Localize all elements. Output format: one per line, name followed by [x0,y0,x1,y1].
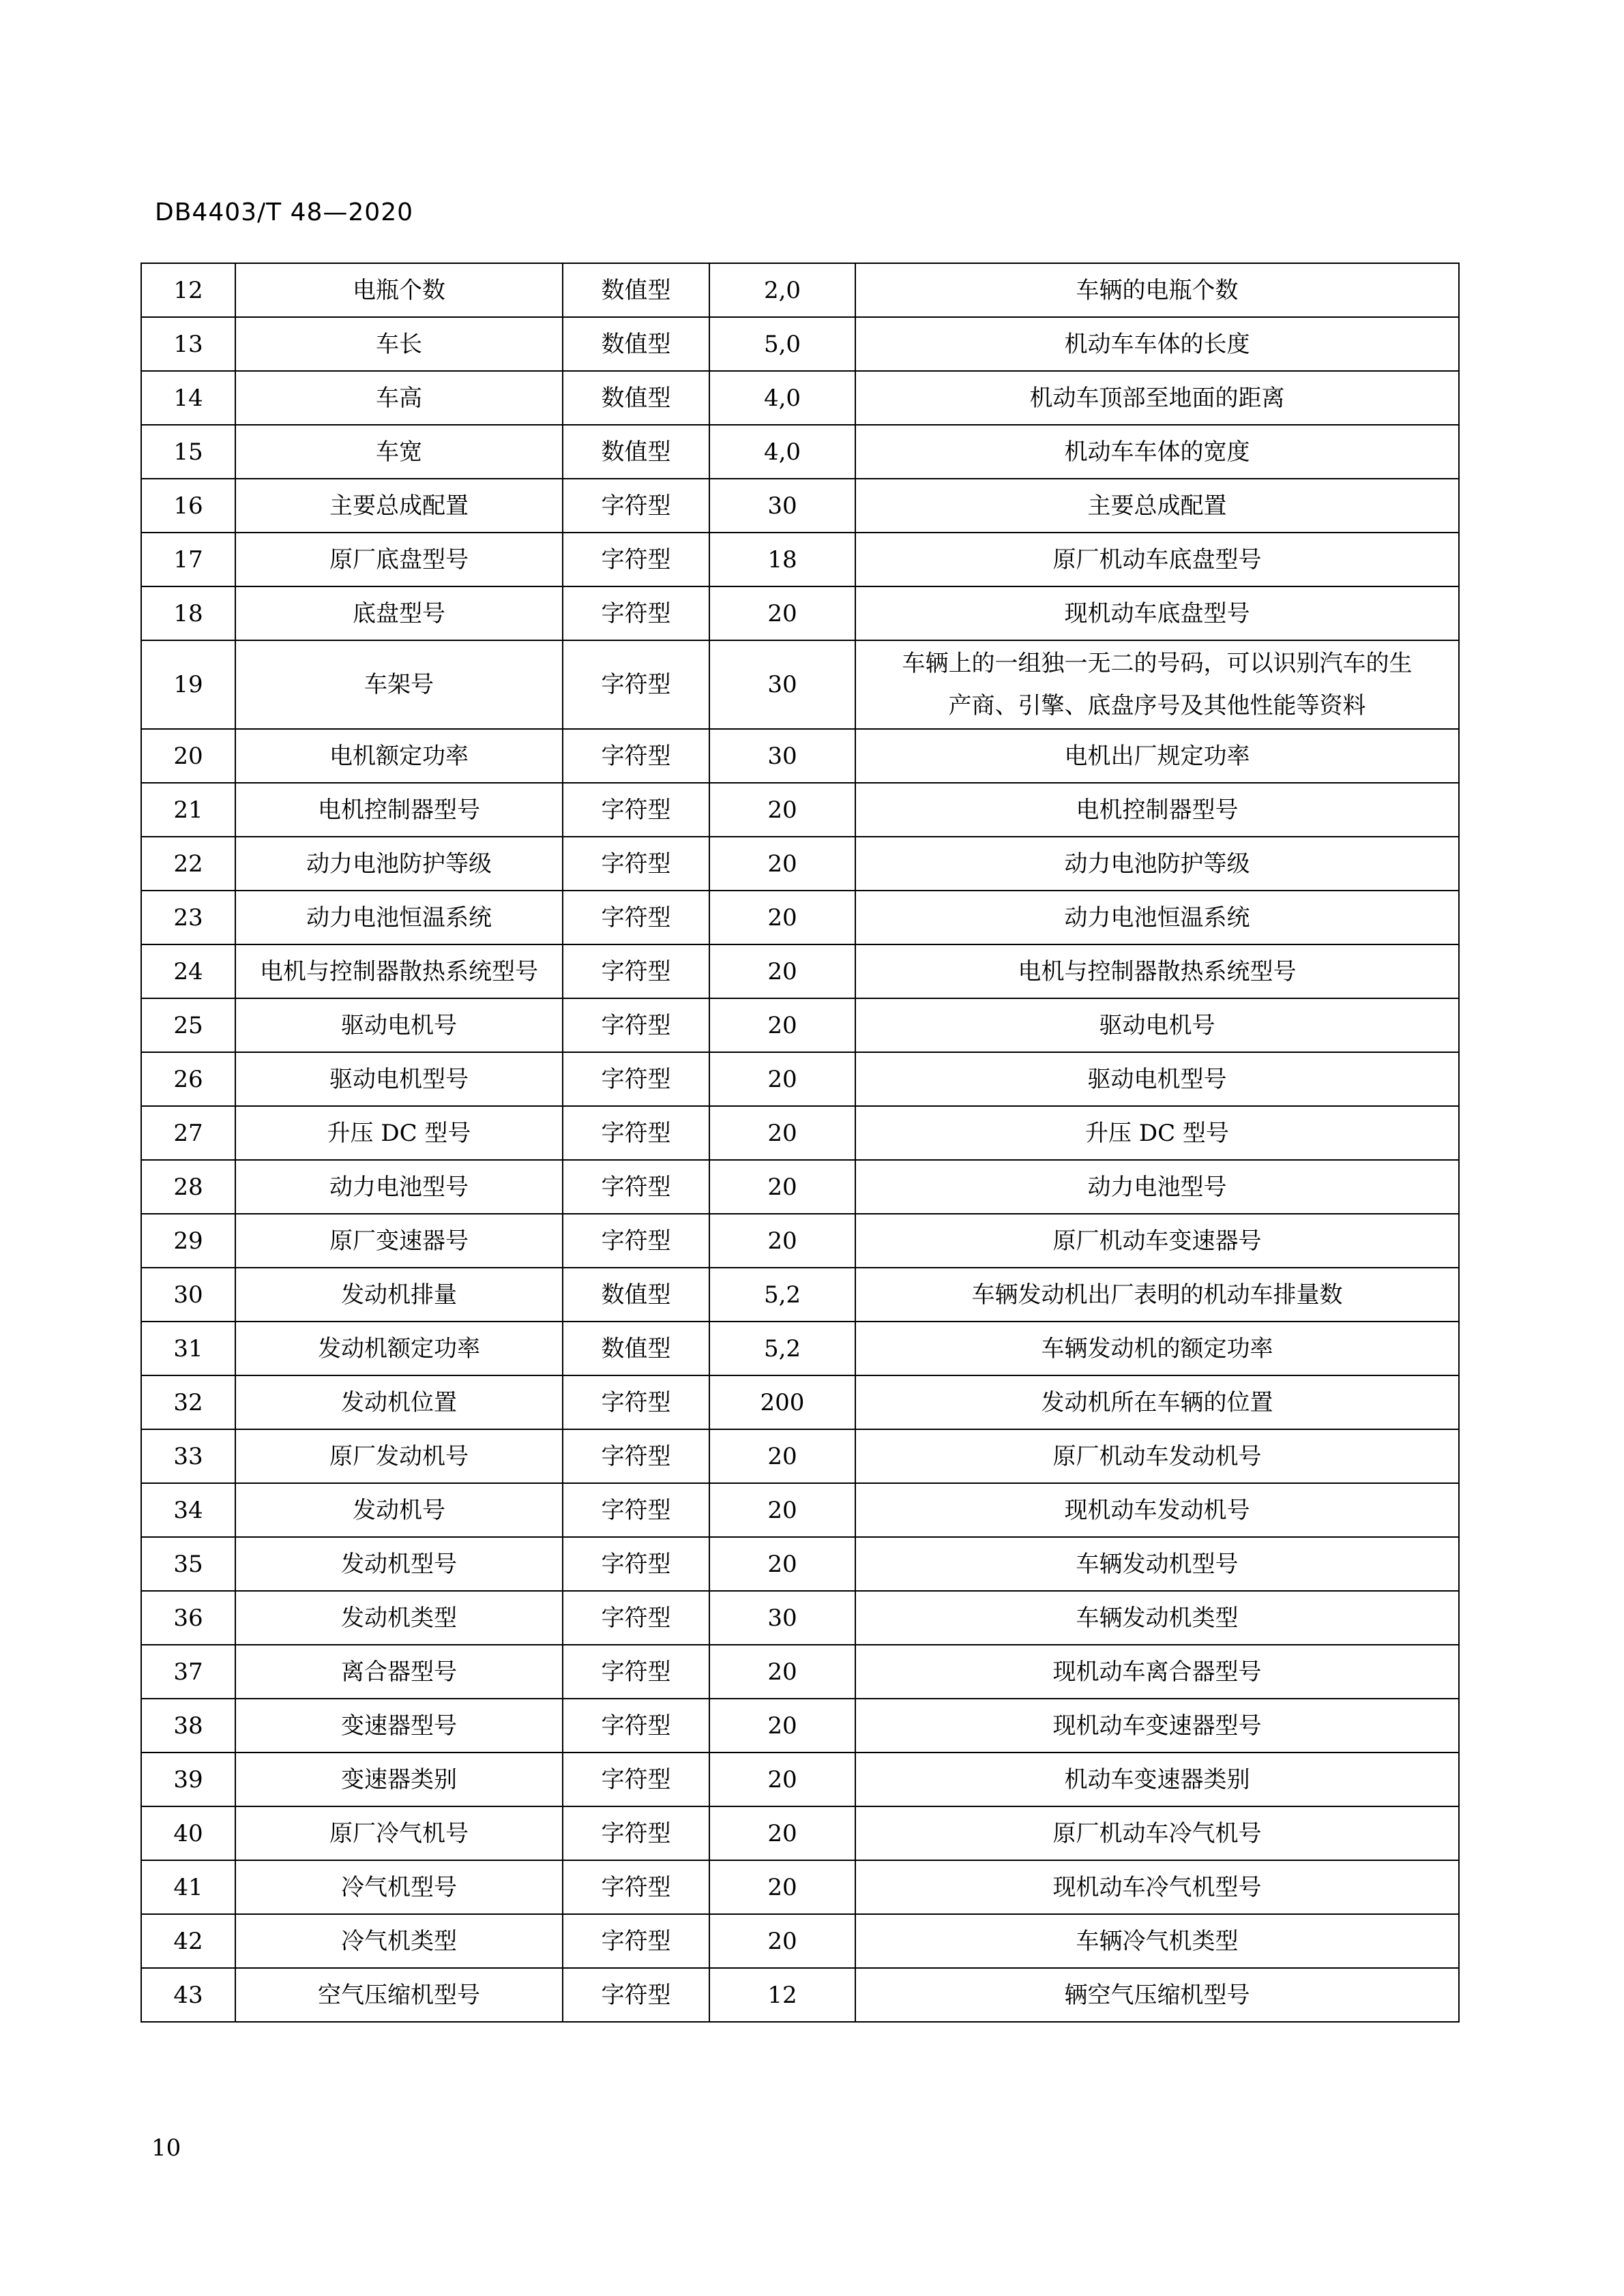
data-type-cell: 字符型 [563,944,709,998]
data-type-cell: 数值型 [563,263,709,317]
field-length-cell: 20 [709,1429,855,1483]
field-length-cell: 20 [709,1106,855,1160]
data-type-cell: 字符型 [563,1106,709,1160]
field-description-cell: 现机动车底盘型号 [855,586,1459,640]
row-number-cell: 17 [141,533,235,586]
field-description-cell: 发动机所在车辆的位置 [855,1375,1459,1429]
field-description-cell: 原厂机动车底盘型号 [855,533,1459,586]
field-length-cell: 20 [709,1860,855,1914]
row-number-cell: 28 [141,1160,235,1214]
field-description-cell: 现机动车变速器型号 [855,1699,1459,1753]
field-description-cell: 机动车车体的宽度 [855,425,1459,479]
table-body [141,263,1459,2022]
page-number: 10 [151,2134,181,2162]
field-description-cell: 电机出厂规定功率 [855,729,1459,783]
field-description-cell: 车辆上的一组独一无二的号码，可以识别汽车的生产商、引擎、底盘序号及其他性能等资料 [855,640,1459,729]
row-number-cell: 22 [141,837,235,891]
field-name-cell: 原厂发动机号 [235,1429,563,1483]
field-length-cell: 30 [709,1591,855,1645]
field-description-cell: 机动车车体的长度 [855,317,1459,371]
table-row [141,729,1459,783]
field-length-cell: 30 [709,479,855,533]
row-number-cell: 19 [141,640,235,729]
field-length-cell: 20 [709,1914,855,1968]
field-name-cell: 车长 [235,317,563,371]
table-row [141,1375,1459,1429]
field-length-cell: 20 [709,1160,855,1214]
field-length-cell: 20 [709,891,855,944]
table-row [141,479,1459,533]
table-row [141,640,1459,729]
field-description-cell: 辆空气压缩机型号 [855,1968,1459,2022]
field-name-cell: 变速器类别 [235,1753,563,1806]
field-name-cell: 驱动电机型号 [235,1052,563,1106]
field-description-cell: 原厂机动车冷气机号 [855,1806,1459,1860]
field-name-cell: 发动机类型 [235,1591,563,1645]
data-type-cell: 字符型 [563,1806,709,1860]
table-row [141,1753,1459,1806]
field-length-cell: 5,2 [709,1268,855,1322]
field-length-cell: 20 [709,837,855,891]
field-description-cell: 现机动车离合器型号 [855,1645,1459,1699]
field-length-cell: 2,0 [709,263,855,317]
row-number-cell: 39 [141,1753,235,1806]
field-description-cell: 动力电池型号 [855,1160,1459,1214]
field-name-cell: 动力电池防护等级 [235,837,563,891]
data-type-cell: 字符型 [563,1214,709,1268]
row-number-cell: 16 [141,479,235,533]
field-name-cell: 冷气机型号 [235,1860,563,1914]
table-row [141,1429,1459,1483]
table-row [141,944,1459,998]
field-length-cell: 20 [709,1052,855,1106]
table-row [141,998,1459,1052]
field-length-cell: 18 [709,533,855,586]
table-row [141,1806,1459,1860]
field-length-cell: 20 [709,586,855,640]
field-name-cell: 电机控制器型号 [235,783,563,837]
field-description-cell: 动力电池恒温系统 [855,891,1459,944]
row-number-cell: 41 [141,1860,235,1914]
data-type-cell: 字符型 [563,1375,709,1429]
table-row [141,533,1459,586]
table-row [141,783,1459,837]
table-row [141,1537,1459,1591]
field-description-cell: 驱动电机型号 [855,1052,1459,1106]
field-name-cell: 驱动电机号 [235,998,563,1052]
field-description-cell: 驱动电机号 [855,998,1459,1052]
row-number-cell: 36 [141,1591,235,1645]
data-type-cell: 字符型 [563,1860,709,1914]
field-length-cell: 20 [709,1214,855,1268]
data-type-cell: 数值型 [563,1322,709,1375]
field-name-cell: 原厂冷气机号 [235,1806,563,1860]
field-description-cell: 车辆发动机类型 [855,1591,1459,1645]
field-length-cell: 200 [709,1375,855,1429]
field-length-cell: 30 [709,640,855,729]
row-number-cell: 13 [141,317,235,371]
field-length-cell: 20 [709,1753,855,1806]
table-row [141,371,1459,425]
field-length-cell: 20 [709,1645,855,1699]
row-number-cell: 14 [141,371,235,425]
field-name-cell: 离合器型号 [235,1645,563,1699]
row-number-cell: 15 [141,425,235,479]
data-type-cell: 字符型 [563,1645,709,1699]
row-number-cell: 37 [141,1645,235,1699]
data-type-cell: 字符型 [563,1537,709,1591]
data-type-cell: 字符型 [563,586,709,640]
field-description-cell: 电机与控制器散热系统型号 [855,944,1459,998]
field-name-cell: 原厂底盘型号 [235,533,563,586]
field-length-cell: 5,0 [709,317,855,371]
field-description-cell: 车辆发动机的额定功率 [855,1322,1459,1375]
data-type-cell: 数值型 [563,317,709,371]
table-row [141,1914,1459,1968]
table-row [141,891,1459,944]
field-name-cell: 发动机排量 [235,1268,563,1322]
field-length-cell: 20 [709,1806,855,1860]
table-row [141,425,1459,479]
data-type-cell: 字符型 [563,1699,709,1753]
row-number-cell: 40 [141,1806,235,1860]
table-row [141,1860,1459,1914]
row-number-cell: 27 [141,1106,235,1160]
data-type-cell: 数值型 [563,371,709,425]
table-row [141,1268,1459,1322]
field-length-cell: 20 [709,1699,855,1753]
data-type-cell: 字符型 [563,1160,709,1214]
table-row [141,263,1459,317]
field-length-cell: 30 [709,729,855,783]
table-row [141,1645,1459,1699]
field-description-cell: 现机动车发动机号 [855,1483,1459,1537]
field-name-cell: 电瓶个数 [235,263,563,317]
table-row [141,1106,1459,1160]
row-number-cell: 30 [141,1268,235,1322]
field-description-cell: 现机动车冷气机型号 [855,1860,1459,1914]
field-name-cell: 发动机型号 [235,1537,563,1591]
data-type-cell: 字符型 [563,533,709,586]
row-number-cell: 42 [141,1914,235,1968]
field-description-cell: 电机控制器型号 [855,783,1459,837]
data-type-cell: 字符型 [563,1591,709,1645]
field-description-cell: 动力电池防护等级 [855,837,1459,891]
row-number-cell: 21 [141,783,235,837]
data-type-cell: 字符型 [563,998,709,1052]
field-name-cell: 电机与控制器散热系统型号 [235,944,563,998]
field-name-cell: 车架号 [235,640,563,729]
row-number-cell: 12 [141,263,235,317]
data-type-cell: 字符型 [563,783,709,837]
row-number-cell: 33 [141,1429,235,1483]
data-type-cell: 字符型 [563,729,709,783]
row-number-cell: 23 [141,891,235,944]
data-type-cell: 字符型 [563,1968,709,2022]
field-name-cell: 电机额定功率 [235,729,563,783]
field-description-cell: 机动车顶部至地面的距离 [855,371,1459,425]
field-description-cell: 车辆冷气机类型 [855,1914,1459,1968]
row-number-cell: 38 [141,1699,235,1753]
field-name-cell: 动力电池恒温系统 [235,891,563,944]
table-row [141,837,1459,891]
data-type-cell: 字符型 [563,891,709,944]
table-row [141,1160,1459,1214]
document-code-header: DB4403/T 48—2020 [155,198,414,226]
field-name-cell: 车高 [235,371,563,425]
field-length-cell: 20 [709,1537,855,1591]
data-type-cell: 字符型 [563,479,709,533]
field-description-cell: 车辆的电瓶个数 [855,263,1459,317]
field-length-cell: 4,0 [709,425,855,479]
field-length-cell: 20 [709,998,855,1052]
field-description-cell: 车辆发动机型号 [855,1537,1459,1591]
field-description-cell: 升压 DC 型号 [855,1106,1459,1160]
table-row [141,1322,1459,1375]
field-name-cell: 变速器型号 [235,1699,563,1753]
field-length-cell: 20 [709,783,855,837]
row-number-cell: 26 [141,1052,235,1106]
field-description-cell: 原厂机动车发动机号 [855,1429,1459,1483]
table-row [141,1591,1459,1645]
row-number-cell: 18 [141,586,235,640]
field-description-cell: 机动车变速器类别 [855,1753,1459,1806]
field-description-cell: 车辆发动机出厂表明的机动车排量数 [855,1268,1459,1322]
field-description-cell: 原厂机动车变速器号 [855,1214,1459,1268]
row-number-cell: 34 [141,1483,235,1537]
data-type-cell: 字符型 [563,1914,709,1968]
data-type-cell: 数值型 [563,425,709,479]
data-type-cell: 字符型 [563,1483,709,1537]
field-length-cell: 5,2 [709,1322,855,1375]
field-name-cell: 底盘型号 [235,586,563,640]
field-definition-table [141,263,1460,2023]
field-name-cell: 发动机额定功率 [235,1322,563,1375]
row-number-cell: 43 [141,1968,235,2022]
data-type-cell: 字符型 [563,1429,709,1483]
data-type-cell: 字符型 [563,640,709,729]
table-row [141,1483,1459,1537]
table-row [141,1699,1459,1753]
row-number-cell: 24 [141,944,235,998]
field-length-cell: 4,0 [709,371,855,425]
field-name-cell: 主要总成配置 [235,479,563,533]
field-name-cell: 升压 DC 型号 [235,1106,563,1160]
row-number-cell: 20 [141,729,235,783]
table-row [141,1052,1459,1106]
data-type-cell: 字符型 [563,1052,709,1106]
field-description-cell: 主要总成配置 [855,479,1459,533]
field-length-cell: 20 [709,1483,855,1537]
field-name-cell: 空气压缩机型号 [235,1968,563,2022]
data-type-cell: 数值型 [563,1268,709,1322]
field-name-cell: 发动机号 [235,1483,563,1537]
table-row [141,317,1459,371]
field-length-cell: 12 [709,1968,855,2022]
field-name-cell: 冷气机类型 [235,1914,563,1968]
field-name-cell: 车宽 [235,425,563,479]
data-type-cell: 字符型 [563,1753,709,1806]
row-number-cell: 35 [141,1537,235,1591]
field-name-cell: 发动机位置 [235,1375,563,1429]
field-length-cell: 20 [709,944,855,998]
field-name-cell: 原厂变速器号 [235,1214,563,1268]
table-row [141,586,1459,640]
table-row [141,1968,1459,2022]
table-row [141,1214,1459,1268]
data-type-cell: 字符型 [563,837,709,891]
row-number-cell: 25 [141,998,235,1052]
row-number-cell: 32 [141,1375,235,1429]
row-number-cell: 29 [141,1214,235,1268]
row-number-cell: 31 [141,1322,235,1375]
field-name-cell: 动力电池型号 [235,1160,563,1214]
